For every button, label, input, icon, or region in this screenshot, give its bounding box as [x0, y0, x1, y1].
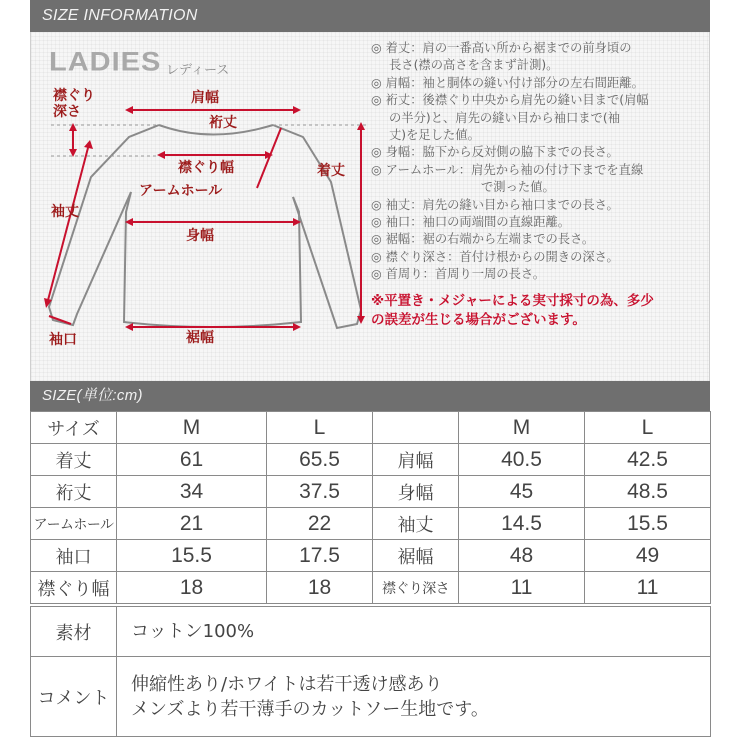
row-label: 襟ぐり深さ: [373, 572, 459, 604]
label-katahaba: 肩幅: [191, 90, 219, 106]
note-susohaba: ◎ 裾幅：裾の右端から左端までの長さ。: [371, 232, 595, 247]
row-label: 袖口: [31, 540, 117, 572]
table-row: [31, 476, 711, 508]
row-label: 身幅: [373, 476, 459, 508]
table-cell: 15.5: [117, 540, 267, 572]
size-info-panel: [30, 32, 710, 381]
label-susohaba: 裾幅: [186, 330, 214, 346]
label-armhole: アームホール: [139, 183, 223, 199]
table-cell: 49: [585, 540, 711, 572]
label-eri-fukasa: 襟ぐり 深さ: [53, 88, 95, 120]
table-cell: 65.5: [267, 444, 373, 476]
table-row: [31, 540, 711, 572]
table-cell: 11: [585, 572, 711, 604]
comment-value: [117, 657, 711, 737]
row-label: 着丈: [31, 444, 117, 476]
measure-lines: [44, 106, 365, 331]
table-cell: 48: [459, 540, 585, 572]
table-cell: 21: [117, 508, 267, 540]
note-mihaba: ◎ 身幅：脇下から反対側の脇下までの長さ。: [371, 145, 619, 160]
label-sodeguchi: 袖口: [49, 332, 77, 348]
size-information-header: SIZE INFORMATION: [30, 0, 710, 32]
note-kitake: ◎ 着丈：肩の一番高い所から裾までの前身頃の 長さ(襟の高さを含まず計測)。: [371, 41, 632, 73]
comment-row: [31, 657, 711, 737]
comment-line-2: メンズより若干薄手のカットソー生地です。: [131, 698, 489, 720]
table-cell: 40.5: [459, 444, 585, 476]
header-cell: L: [585, 412, 711, 444]
table-cell: 48.5: [585, 476, 711, 508]
table-cell: 42.5: [585, 444, 711, 476]
table-cell: 22: [267, 508, 373, 540]
note-yukitake: ◎ 裄丈：後襟ぐり中央から肩先の縫い目まで(肩幅 の半分)と、肩先の縫い目から袖口まで(袖 丈)を足した値。: [371, 93, 649, 143]
size-table: [30, 411, 711, 604]
note-armhole: ◎ アームホール：肩先から袖の付け下までを直線 で測った値。: [371, 162, 644, 195]
table-header-row: [31, 412, 711, 444]
material-value: コットン100%: [117, 607, 711, 657]
header-cell: [373, 412, 459, 444]
table-cell: 11: [459, 572, 585, 604]
label-sodetake: 袖丈: [51, 204, 79, 220]
note-sodetake: ◎ 袖丈：肩先の縫い目から袖口までの長さ。: [371, 197, 619, 212]
row-label: アームホール: [31, 508, 117, 540]
note-kubimawari: ◎ 首周り：首周り一周の長さ。: [371, 267, 546, 282]
header-cell: L: [267, 412, 373, 444]
label-kitake: 着丈: [317, 163, 345, 179]
row-label: 裾幅: [373, 540, 459, 572]
garment-diagram: [31, 32, 371, 381]
note-katahaba: ◎ 肩幅：袖と胴体の縫い付け部分の左右間距離。: [371, 75, 644, 90]
table-cell: 18: [267, 572, 373, 604]
row-label: 裄丈: [31, 476, 117, 508]
table-cell: 18: [117, 572, 267, 604]
comment-label: コメント: [31, 657, 117, 737]
table-cell: 15.5: [585, 508, 711, 540]
row-label: 袖丈: [373, 508, 459, 540]
table-cell: 34: [117, 476, 267, 508]
table-cell: 45: [459, 476, 585, 508]
material-label: 素材: [31, 607, 117, 657]
table-cell: 37.5: [267, 476, 373, 508]
label-yukitake: 裄丈: [209, 115, 237, 131]
label-eriguri-haba: 襟ぐり幅: [178, 160, 234, 176]
table-row: [31, 572, 711, 604]
table-row: [31, 508, 711, 540]
row-label: 肩幅: [373, 444, 459, 476]
header-cell: サイズ: [31, 412, 117, 444]
header-cell: M: [459, 412, 585, 444]
ladies-subtitle: レディース: [166, 63, 230, 78]
measurement-notes: [371, 40, 706, 330]
comment-line-1: 伸縮性あり/ホワイトは若干透け感あり: [131, 673, 443, 695]
material-row: [31, 607, 711, 657]
ladies-title: LADIES: [49, 47, 162, 77]
table-cell: 17.5: [267, 540, 373, 572]
table-cell: 61: [117, 444, 267, 476]
size-unit-header: SIZE(単位:cm): [30, 381, 710, 411]
label-mihaba: 身幅: [186, 228, 214, 244]
note-sodeguchi: ◎ 袖口：袖口の両端間の直線距離。: [371, 215, 571, 230]
note-eri-fukasa: ◎ 襟ぐり深さ：首付け根からの開きの深さ。: [371, 249, 619, 264]
row-label: 襟ぐり幅: [31, 572, 117, 604]
table-cell: 14.5: [459, 508, 585, 540]
table-row: [31, 444, 711, 476]
header-cell: M: [117, 412, 267, 444]
material-comment-table: [30, 606, 711, 737]
measurement-warning: ※平置き・メジャーによる実寸採寸の為、多少 の誤差が生じる場合がございます。: [371, 292, 654, 328]
